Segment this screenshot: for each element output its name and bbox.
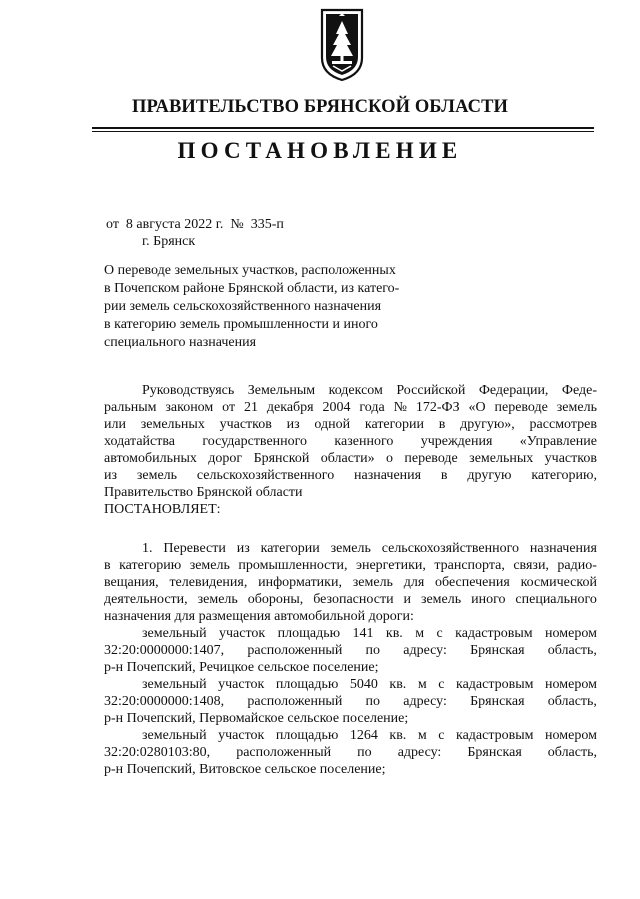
decree-subject: [104, 262, 428, 352]
subject-line: О переводе земельных участков, расположенных: [104, 263, 396, 278]
decree-date-number: от 8 августа 2022 г. № 335-п: [106, 217, 284, 232]
preamble-line: Руководствуясь Земельным кодексом Российской Федерации, Феде-: [142, 383, 597, 398]
preamble-paragraph: [104, 382, 597, 518]
land-plot-line: 32:20:0000000:1408, расположенный по адресу: Брянская область,: [104, 694, 597, 709]
land-plot-line: земельный участок площадью 141 кв. м с кадастровым номером: [142, 626, 597, 641]
coat-of-arms-icon: [319, 8, 365, 82]
item-line: деятельности, земель обороны, безопасности и земель иного специального: [104, 592, 597, 607]
document-type-title: ПОСТАНОВЛЕНИЕ: [177, 138, 463, 163]
item-line: 1. Перевести из категории земель сельскохозяйственного назначения: [142, 541, 597, 556]
item-line: в категорию земель промышленности, энергетики, транспорта, связи, радио-: [104, 558, 597, 573]
preamble-line: или земельных участков из одной категории в другую», рассмотрев: [104, 417, 597, 432]
subject-line: специального назначения: [104, 335, 257, 350]
subject-line: в категорию земель промышленности и иного: [104, 317, 378, 332]
preamble-line: ходатайства государственного казенного учреждения «Управление: [104, 434, 597, 449]
land-plot-line: 32:20:0000000:1407, расположенный по адресу: Брянская область,: [104, 643, 597, 658]
decree-city: г. Брянск: [142, 234, 196, 249]
item-line: вещания, телевидения, информатики, земель для обеспечения космической: [104, 575, 597, 590]
subject-line: в Почепском районе Брянской области, из катего-: [104, 281, 400, 296]
land-plot-line: земельный участок площадью 5040 кв. м с кадастровым номером: [142, 677, 597, 692]
land-plot-line: земельный участок площадью 1264 кв. м с кадастровым номером: [142, 728, 597, 743]
item-1-paragraph: [104, 540, 597, 778]
decree-operative-word: ПОСТАНОВЛЯЕТ:: [104, 502, 221, 517]
item-line: назначения для размещения автомобильной дороги:: [104, 609, 414, 624]
land-plot-line: р-н Почепский, Витовское сельское поселение;: [104, 762, 386, 777]
issuing-authority-title: ПРАВИТЕЛЬСТВО БРЯНСКОЙ ОБЛАСТИ: [131, 97, 508, 117]
land-plot-line: р-н Почепский, Речицкое сельское поселение;: [104, 660, 379, 675]
header-divider-thin: [92, 131, 594, 132]
subject-line: рии земель сельскохозяйственного назначения: [104, 299, 382, 314]
land-plot-line: 32:20:0280103:80, расположенный по адресу: Брянская область,: [104, 745, 597, 760]
preamble-line: автомобильных дорог Брянской области» о переводе земельных участков: [104, 451, 597, 466]
land-plot-line: р-н Почепский, Первомайское сельское поселение;: [104, 711, 409, 726]
preamble-line: из земель сельскохозяйственного назначения в другую категорию,: [104, 468, 597, 483]
header-divider-thick: [92, 127, 594, 129]
preamble-line: ральным законом от 21 декабря 2004 года № 172-ФЗ «О переводе земель: [104, 400, 597, 415]
preamble-line: Правительство Брянской области: [104, 485, 303, 500]
